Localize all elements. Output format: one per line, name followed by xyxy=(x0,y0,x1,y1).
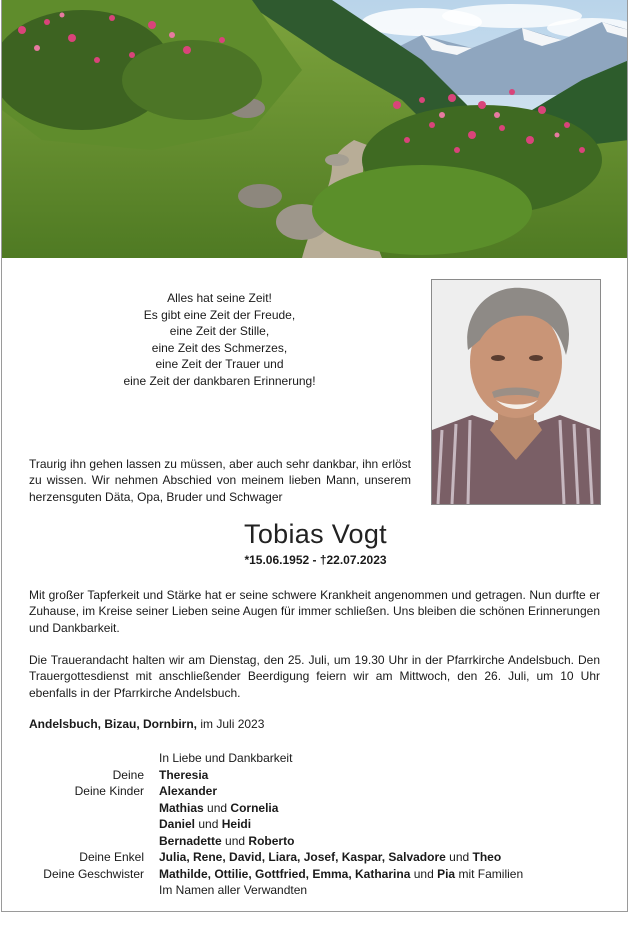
family-member: Bernadette xyxy=(159,833,222,848)
family-row xyxy=(29,800,523,817)
and-word: und xyxy=(413,866,434,881)
family-member: Heidi xyxy=(221,817,252,831)
place-month: im Juli 2023 xyxy=(200,717,265,731)
family-member: Theo xyxy=(472,850,502,864)
family-member: Roberto xyxy=(248,833,295,848)
family-member: Mathias xyxy=(159,800,204,815)
and-word: und xyxy=(198,817,219,831)
and-word: und xyxy=(225,833,246,848)
family-row xyxy=(29,882,523,899)
family-list xyxy=(29,750,523,899)
poem-line: eine Zeit der Stille, xyxy=(169,324,270,339)
poem-line: eine Zeit der dankbaren Erinnerung! xyxy=(123,373,316,388)
intro-text: Traurig ihn gehen lassen zu müssen, aber auch sehr dankbar, ihn erlöst zu wissen. Wir nehmen Abschied von meinem lieben Mann, unserem herzensguten Däta, Opa, Bruder und Schwager xyxy=(29,457,411,504)
mountain-landscape-image xyxy=(2,0,628,258)
life-dates: *15.06.1952 - †22.07.2023 xyxy=(244,553,387,567)
paragraph-illness: Mit großer Tapferkeit und Stärke hat er seine schwere Krankheit angenommen und getragen. Nun durfte er Zuhause, im Kreise seiner Lieben seine Augen für immer schließen. Uns bleiben die schönen Erinnerungen und Dankbarkeit. xyxy=(29,588,600,635)
family-row xyxy=(29,849,523,866)
family-member: Daniel xyxy=(159,817,196,831)
family-label: Deine xyxy=(112,767,144,782)
family-member: Alexander xyxy=(159,784,218,798)
family-row xyxy=(29,750,523,767)
family-member: Julia, Rene, David, Liara, Josef, Kaspar, Salvadore xyxy=(159,850,446,864)
family-closing: Im Namen aller Verwandten xyxy=(159,883,308,897)
family-member: Cornelia xyxy=(230,800,279,815)
portrait-photo xyxy=(431,279,601,505)
family-label: Deine Enkel xyxy=(79,850,144,864)
and-word: und xyxy=(449,850,470,864)
family-row xyxy=(29,866,523,883)
family-row xyxy=(29,767,523,784)
deceased-name: Tobias Vogt xyxy=(244,519,387,549)
poem-line: eine Zeit des Schmerzes, xyxy=(151,340,288,355)
family-intro: In Liebe und Dankbarkeit xyxy=(159,751,293,765)
and-word: und xyxy=(207,800,228,815)
poem-line: eine Zeit der Trauer und xyxy=(155,357,284,372)
siblings-suffix: mit Familien xyxy=(458,866,524,881)
poem xyxy=(62,290,377,390)
place-date xyxy=(29,717,264,731)
family-member: Pia xyxy=(437,866,456,881)
family-member: Theresia xyxy=(159,767,209,782)
family-row xyxy=(29,833,523,850)
poem-line: Es gibt eine Zeit der Freude, xyxy=(143,307,296,322)
obituary-card xyxy=(1,0,628,912)
paragraph-service: Die Trauerandacht halten wir am Dienstag, den 25. Juli, um 19.30 Uhr in der Pfarrkirche Andelsbuch. Den Trauergottesdienst mit anschließender Beerdigung feiern wir am Mittwoch, den 26. Juli, um 10 Uhr ebenfalls in der Pfarrkirche Andelsbuch. xyxy=(29,653,600,700)
family-label: Deine Geschwister xyxy=(43,866,144,881)
family-member: Mathilde, Ottilie, Gottfried, Emma, Katharina xyxy=(159,866,411,881)
family-row xyxy=(29,816,523,833)
family-label: Deine Kinder xyxy=(74,784,144,798)
place-towns: Andelsbuch, Bizau, Dornbirn, xyxy=(29,717,198,731)
poem-line: Alles hat seine Zeit! xyxy=(167,291,272,305)
family-row xyxy=(29,783,523,800)
